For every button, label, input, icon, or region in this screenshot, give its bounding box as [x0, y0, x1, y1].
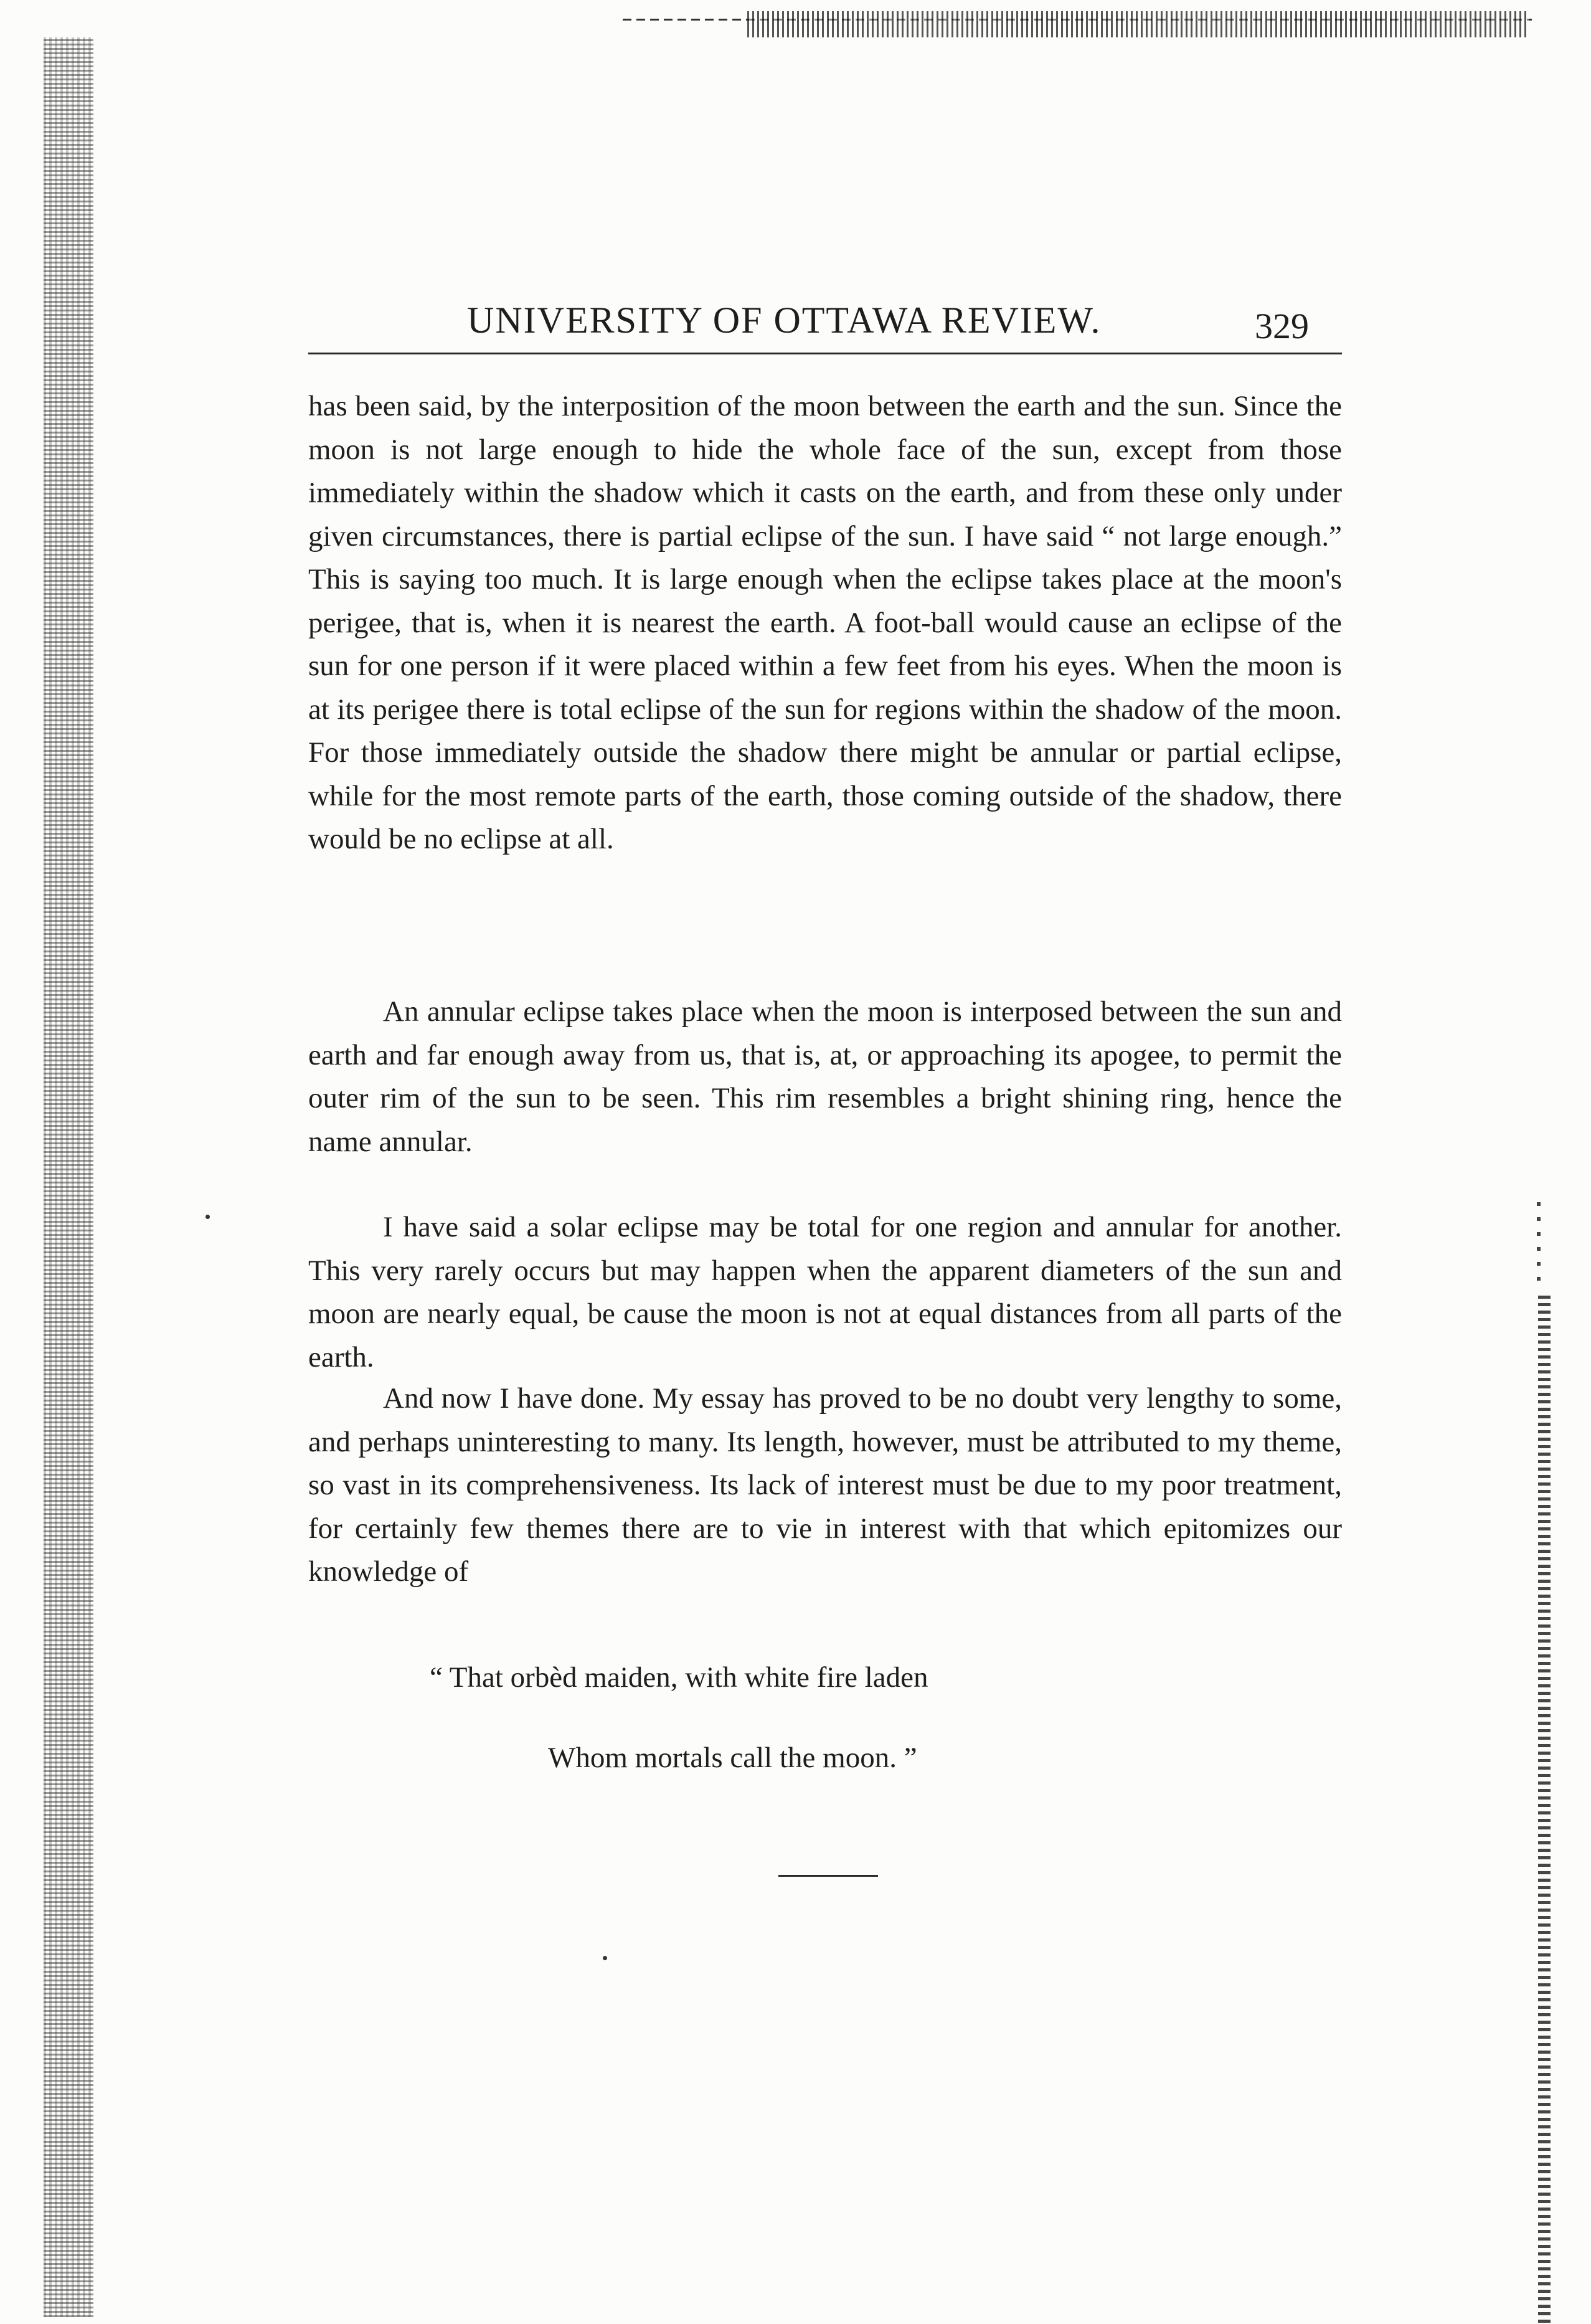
paragraph-conclusion: And now I have done. My essay has proved to be no doubt very lengthy to some, and perhaps uninteresting to many. Its length, however, must be attributed to my theme, so vast in its comprehensiveness. Its lack of interest must be due to my poor treatment, for certainly few themes there are to vie in interest with that which epitomizes our knowledge of	[308, 1382, 1342, 1588]
end-of-article-rule	[778, 1875, 878, 1877]
header-rule	[308, 353, 1342, 354]
quotation-line: Whom mortals call the moon. ”	[548, 1742, 917, 1774]
paragraph-continued: has been said, by the interposition of the moon between the earth and the sun. Since the moon is not large enough to hide the whole face of the sun, except from those immediately within the shadow which it casts on the earth, and from these only under given circumstances, there is partial eclipse of the sun. I have said “ not large enough.” This is saying too much. It is large enough when the eclipse takes place at the moon's perigee, that is, when it is nearest the earth. A foot-ball would cause an eclipse of the sun for one person if it were placed within a few feet from his eyes. When the moon is at its perigee there is total eclipse of the sun for regions within the shadow of the moon. For those immediately outside the shadow there might be annular or partial eclipse, while for the most remote parts of the earth, those coming outside of the shadow, there would be no eclipse at all.	[308, 390, 1342, 855]
top-edge-band	[747, 11, 1529, 37]
running-head	[308, 293, 1342, 361]
paragraph-annular-eclipse: An annular eclipse takes place when the moon is interposed between the sun and earth and far enough away from us, that is, at, or approaching its apogee, to permit the outer rim of the sun to be seen. This rim resembles a bright shining ring, hence the name annular.	[308, 995, 1342, 1158]
paragraph-total-and-annular: I have said a solar eclipse may be total for one region and annular for another. This very rarely occurs but may happen when the apparent diameters of the sun and moon are nearly equal, be cause the moon is not at equal distances from all parts of the earth.	[308, 1211, 1342, 1373]
journal-title: UNIVERSITY OF OTTAWA REVIEW.	[467, 300, 1102, 341]
right-edge-strip	[1538, 1296, 1551, 2323]
page-number: 329	[1255, 306, 1309, 346]
right-edge-specks-upper	[1537, 1202, 1541, 1283]
torn-top-edge	[623, 0, 1532, 44]
dust-speck	[205, 1215, 210, 1219]
quotation-line: “ That orbèd maiden, with white fire laden	[430, 1661, 928, 1694]
binding-edge-strip	[44, 37, 93, 2317]
dust-speck	[603, 1956, 607, 1960]
